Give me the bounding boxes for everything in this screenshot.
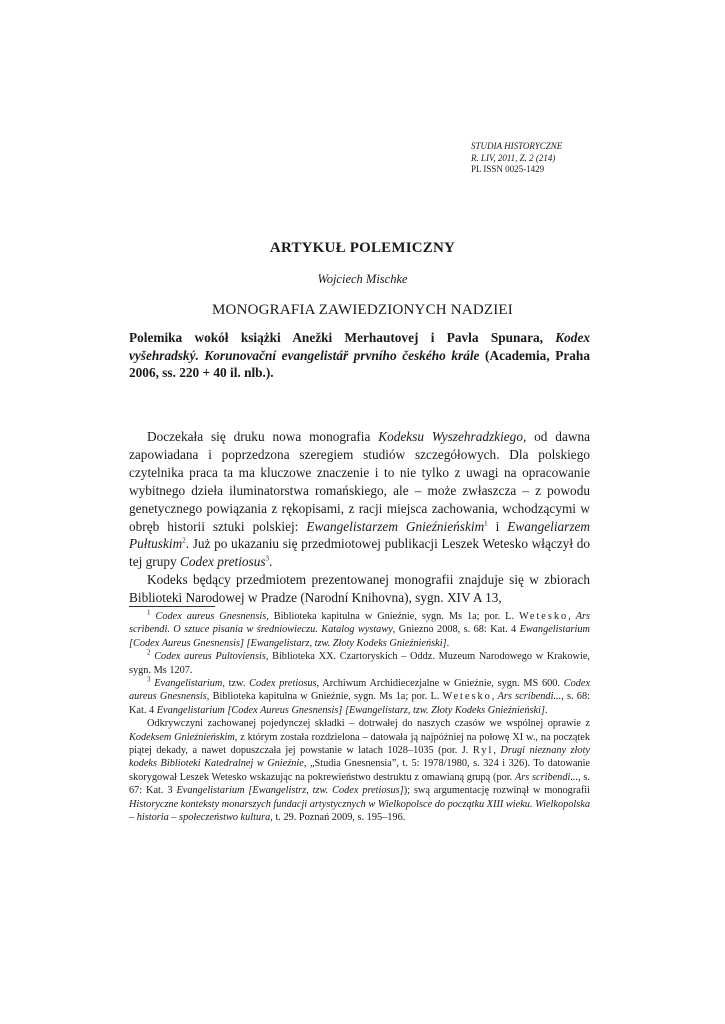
footnote-1 (129, 610, 590, 650)
text-run-spaced: Wetesko (518, 611, 569, 622)
text-run: , (493, 745, 501, 757)
text-run-italic: Ewangeliarzem Pułtuskim (129, 518, 591, 552)
text-run: , tzw. (222, 678, 250, 690)
text-run-italic: Ars scribendi... (514, 771, 579, 783)
text-run-spaced: Wetesko (442, 691, 492, 703)
text-run: , Biblioteka kapitulna w Gnieźnie, sygn. Ms 1a; por. L. (206, 691, 443, 703)
text-run: . (544, 704, 548, 716)
text-run-italic: Kodeksu Wyszehradzkiego (378, 429, 523, 444)
journal-name: STUDIA HISTORYCZNE (471, 141, 563, 151)
footnote-rule (129, 606, 215, 607)
footnote-number: 3 (147, 675, 151, 684)
text-run: Odkrywczyni zachowanej pojedynczej składki – dotrwałej do naszych czasów we wspólnej oprawie z (147, 718, 590, 730)
text-run-italic: Drugi nieznany złoty kodeks Biblioteki Katedralnej w Gnieźnie (129, 745, 590, 770)
author-name: Wojciech Mischke (317, 272, 408, 286)
text-run-italic: Codex aureus Gnesnensis (129, 678, 591, 703)
text-run-italic: Ewangelistarzem Gnieźnieńskim (306, 518, 485, 534)
article-body (129, 428, 590, 607)
text-run: ); swą argumentację rozwinął w monografii (403, 785, 590, 797)
article-subtitle (129, 329, 590, 382)
footnote-3-continued (129, 717, 590, 824)
text-run: , Biblioteka kapitulna w Gnieźnie, sygn. Ms 1a; por. L. (266, 611, 519, 622)
footnote-2 (129, 650, 590, 677)
text-run: . (269, 554, 273, 570)
text-run: i (487, 518, 508, 534)
section-title: ARTYKUŁ POLEMICZNY (269, 240, 456, 256)
text-run: . (446, 637, 450, 649)
footnote-ref-3[interactable]: 3 (265, 554, 270, 563)
footnote-3 (129, 677, 590, 717)
text-run: , Archiwum Archidiecezjalne w Gnieźnie, sygn. MS 600. (316, 678, 564, 690)
text-run: , s. 67: Kat. 3 (129, 771, 590, 797)
article-title: MONOGRAFIA ZAWIEDZIONYCH NADZIEI (212, 302, 513, 318)
text-run-italic: Ewangelistarium [Codex Aureus Gnesnensis] [Ewangelistarz, tzw. Złoty Kodeks Gnieźnieński] (129, 624, 590, 649)
footnote-number: 2 (147, 648, 151, 657)
text-run-italic: Codex aureus Pultoviensis (154, 651, 266, 663)
text-run: Doczekała się druku nowa monografia (147, 429, 379, 444)
text-run: , „Studia Gnesnensia”, t. 5: 1978/1980, s. 324 i 326). To datowanie skorygował Leszek Wetesko wskazując na pokrewieństwo destruktu z omawianą grupą (por. (129, 758, 590, 783)
footnote-ref-2[interactable]: 2 (182, 537, 186, 546)
footnote-number: 1 (147, 608, 151, 617)
subtitle-book-title: Kodex vyšehradský. Korunovační evangelistář prvního českého krále (129, 330, 590, 363)
text-run: , s. 68: Kat. 4 (129, 691, 590, 716)
text-run: , Biblioteka XX. Czartoryskich – Oddz. Muzeum Narodowego w Krakowie, sygn. Ms 1207. (129, 651, 590, 676)
text-run-italic: Kodeksem Gnieźnieńskim (129, 731, 235, 743)
text-run: , od dawna zapowiadana i poprzedzona szeregiem studiów szczegółowych. Dla polskiego czytelnika praca ta ma kluczowe znaczenie i to nie tylko z uwagi na opracowanie wybitnego dzieła iluminatorstwa romańskiego, ale – może zwłaszcza – z powodu genetycznego powiązania z rękopisami, z racji miejsca zachowania, wchodzącymi w obręb historii sztuki polskiej: (129, 429, 591, 534)
text-run: , (568, 611, 576, 622)
text-run-italic: Evangelistarium [Codex Aureus Gnesnensis] [Ewangelistarz, tzw. Złoty Kodeks Gnieźnieński] (156, 704, 545, 716)
text-run-spaced: Ryl (472, 745, 494, 757)
text-run: , z którym została rozdzielona – datowała ją najpóźniej na połowę XI w., na początek piątej dekady, a nawet dopuszczała jej powstanie w latach 1028–1035 (por. J. (129, 731, 590, 757)
text-run: . Już po ukazaniu się przedmiotowej publikacji Leszek Wetesko włączył do tej grupy (129, 536, 590, 570)
footnotes (129, 610, 590, 825)
journal-header (471, 141, 671, 176)
text-run-italic: Codex pretiosus (179, 554, 266, 570)
subtitle-tail: (Academia, Praha 2006, ss. 220 + 40 il. nlb.). (129, 347, 590, 380)
text-run: , t. 29. Poznań 2009, s. 195–196. (270, 812, 406, 824)
subtitle-lead: Polemika wokół książki Anežki Merhautovej i Pavla Spunara, (129, 330, 556, 345)
text-run-italic: Ars scribendi... (497, 691, 562, 703)
text-run: , Gniezno 2008, s. 68: Kat. 4 (392, 624, 520, 636)
body-paragraph-1 (129, 428, 590, 571)
text-run-italic: Codex pretiosus (249, 678, 317, 690)
text-run-italic: Historyczne konteksty monarszych fundacji artystycznych w Wielkopolsce do początku XIII wieku. Wielkopolska – historia – społeczeństwo kultura (129, 798, 590, 824)
body-paragraph-2: Kodeks będący przedmiotem prezentowanej monografii znajduje się w zbiorach Biblioteki Narodowej w Pradze (Narodní Knihovna), sygn. XIV A 13, (129, 572, 590, 606)
text-run-italic: Evangelistarium (154, 678, 223, 690)
journal-issn: PL ISSN 0025-1429 (471, 164, 545, 174)
journal-volume: R. LIV, 2011, Z. 2 (214) (471, 152, 556, 163)
footnote-ref-1[interactable]: 1 (484, 519, 488, 528)
text-run: , (491, 691, 498, 703)
text-run-italic: Codex aureus Gnesnensis (155, 611, 267, 622)
text-run-italic: Ars scribendi. O sztuce pisania w średniowieczu. Katalog wystawy (129, 611, 591, 636)
text-run-italic: Evangelistarium [Ewangelistrz, tzw. Codex pretiosus] (176, 785, 404, 797)
